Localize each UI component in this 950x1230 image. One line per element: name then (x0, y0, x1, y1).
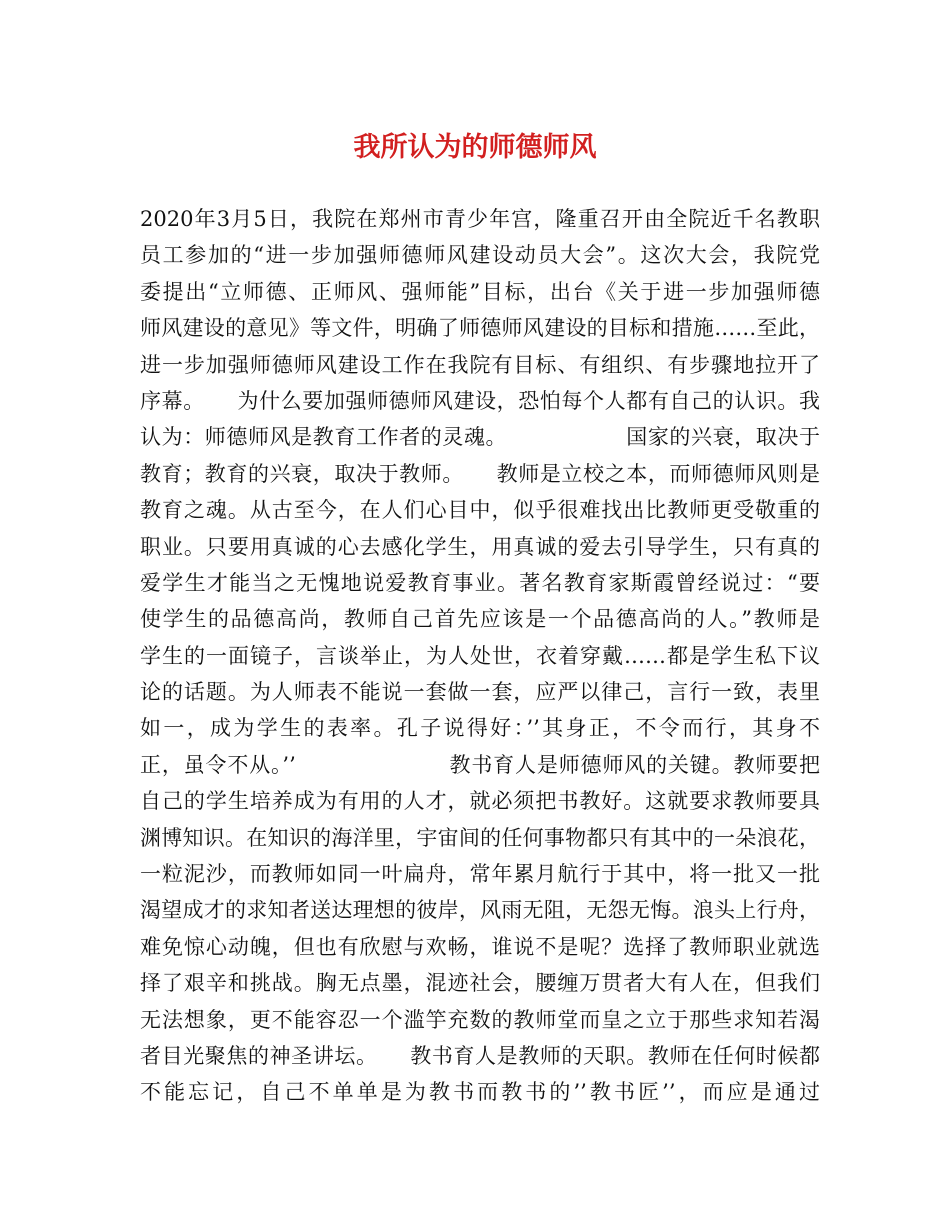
body-text-line: 难免惊心动魄，但也有欣慰与欢畅，谁说不是呢？选择了教师职业就选 (140, 934, 820, 959)
body-text-line: 师风建设的意见》等文件，明确了师德师风建设的目标和措施……至此， (140, 316, 820, 341)
body-text-line: 正，虽令不从。’’ 教书育人是师德师风的关键。教师要把 (140, 752, 820, 777)
body-text-line: 认为：师德师风是教育工作者的灵魂。 国家的兴衰，取决于 (140, 425, 820, 450)
body-text-line: 者目光聚焦的神圣讲坛。 教书育人是教师的天职。教师在任何时候都 (140, 1043, 820, 1068)
body-text-line: 进一步加强师德师风建设工作在我院有目标、有组织、有步骤地拉开了 (140, 352, 820, 377)
body-text-line: 员工参加的“进一步加强师德师风建设动员大会”。这次大会，我院党 (140, 243, 820, 268)
body-text-line: 如一，成为学生的表率。孔子说得好：’’其身正，不令而行，其身不 (140, 716, 820, 741)
body-text-line: 渊博知识。在知识的海洋里，宇宙间的任何事物都只有其中的一朵浪花， (140, 825, 820, 850)
document-body (140, 201, 820, 1111)
body-text-line: 爱学生才能当之无愧地说爱教育事业。著名教育家斯霞曾经说过：“要 (140, 570, 820, 595)
body-text-line: 职业。只要用真诚的心去感化学生，用真诚的爱去引导学生，只有真的 (140, 534, 820, 559)
document-title: 我所认为的师德师风 (353, 132, 597, 163)
body-text-line: 学生的一面镜子，言谈举止，为人处世，衣着穿戴……都是学生私下议 (140, 643, 820, 668)
body-text-line: 不能忘记，自己不单单是为教书而教书的’’教书匠’’，而应是通过 (140, 1080, 820, 1105)
body-text-line: 委提出“立师德、正师风、强师能”目标，出台《关于进一步加强师德 (140, 279, 820, 304)
body-text-line: 教育之魂。从古至今，在人们心目中，似乎很难找出比教师更受敬重的 (140, 498, 820, 523)
body-text-line: 择了艰辛和挑战。胸无点墨，混迹社会，腰缠万贯者大有人在，但我们 (140, 971, 820, 996)
body-text-line: 无法想象，更不能容忍一个滥竽充数的教师堂而皇之立于那些求知若渴 (140, 1007, 820, 1032)
body-text-line: 使学生的品德高尚，教师自己首先应该是一个品德高尚的人。”教师是 (140, 607, 820, 632)
body-text-line: 一粒泥沙，而教师如同一叶扁舟，常年累月航行于其中，将一批又一批 (140, 862, 820, 887)
body-text-line: 自己的学生培养成为有用的人才，就必须把书教好。这就要求教师要具 (140, 789, 820, 814)
body-text-line: 渴望成才的求知者送达理想的彼岸，风雨无阻，无怨无悔。浪头上行舟， (140, 898, 820, 923)
body-text-line: 教育；教育的兴衰，取决于教师。 教师是立校之本，而师德师风则是 (140, 461, 820, 486)
body-text-line: 2020年3月5日，我院在郑州市青少年宫，隆重召开由全院近千名教职 (140, 207, 820, 231)
body-text-line: 序幕。 为什么要加强师德师风建设，恐怕每个人都有自己的认识。我 (140, 388, 820, 413)
body-text-line: 论的话题。为人师表不能说一套做一套，应严以律己，言行一致，表里 (140, 680, 820, 705)
